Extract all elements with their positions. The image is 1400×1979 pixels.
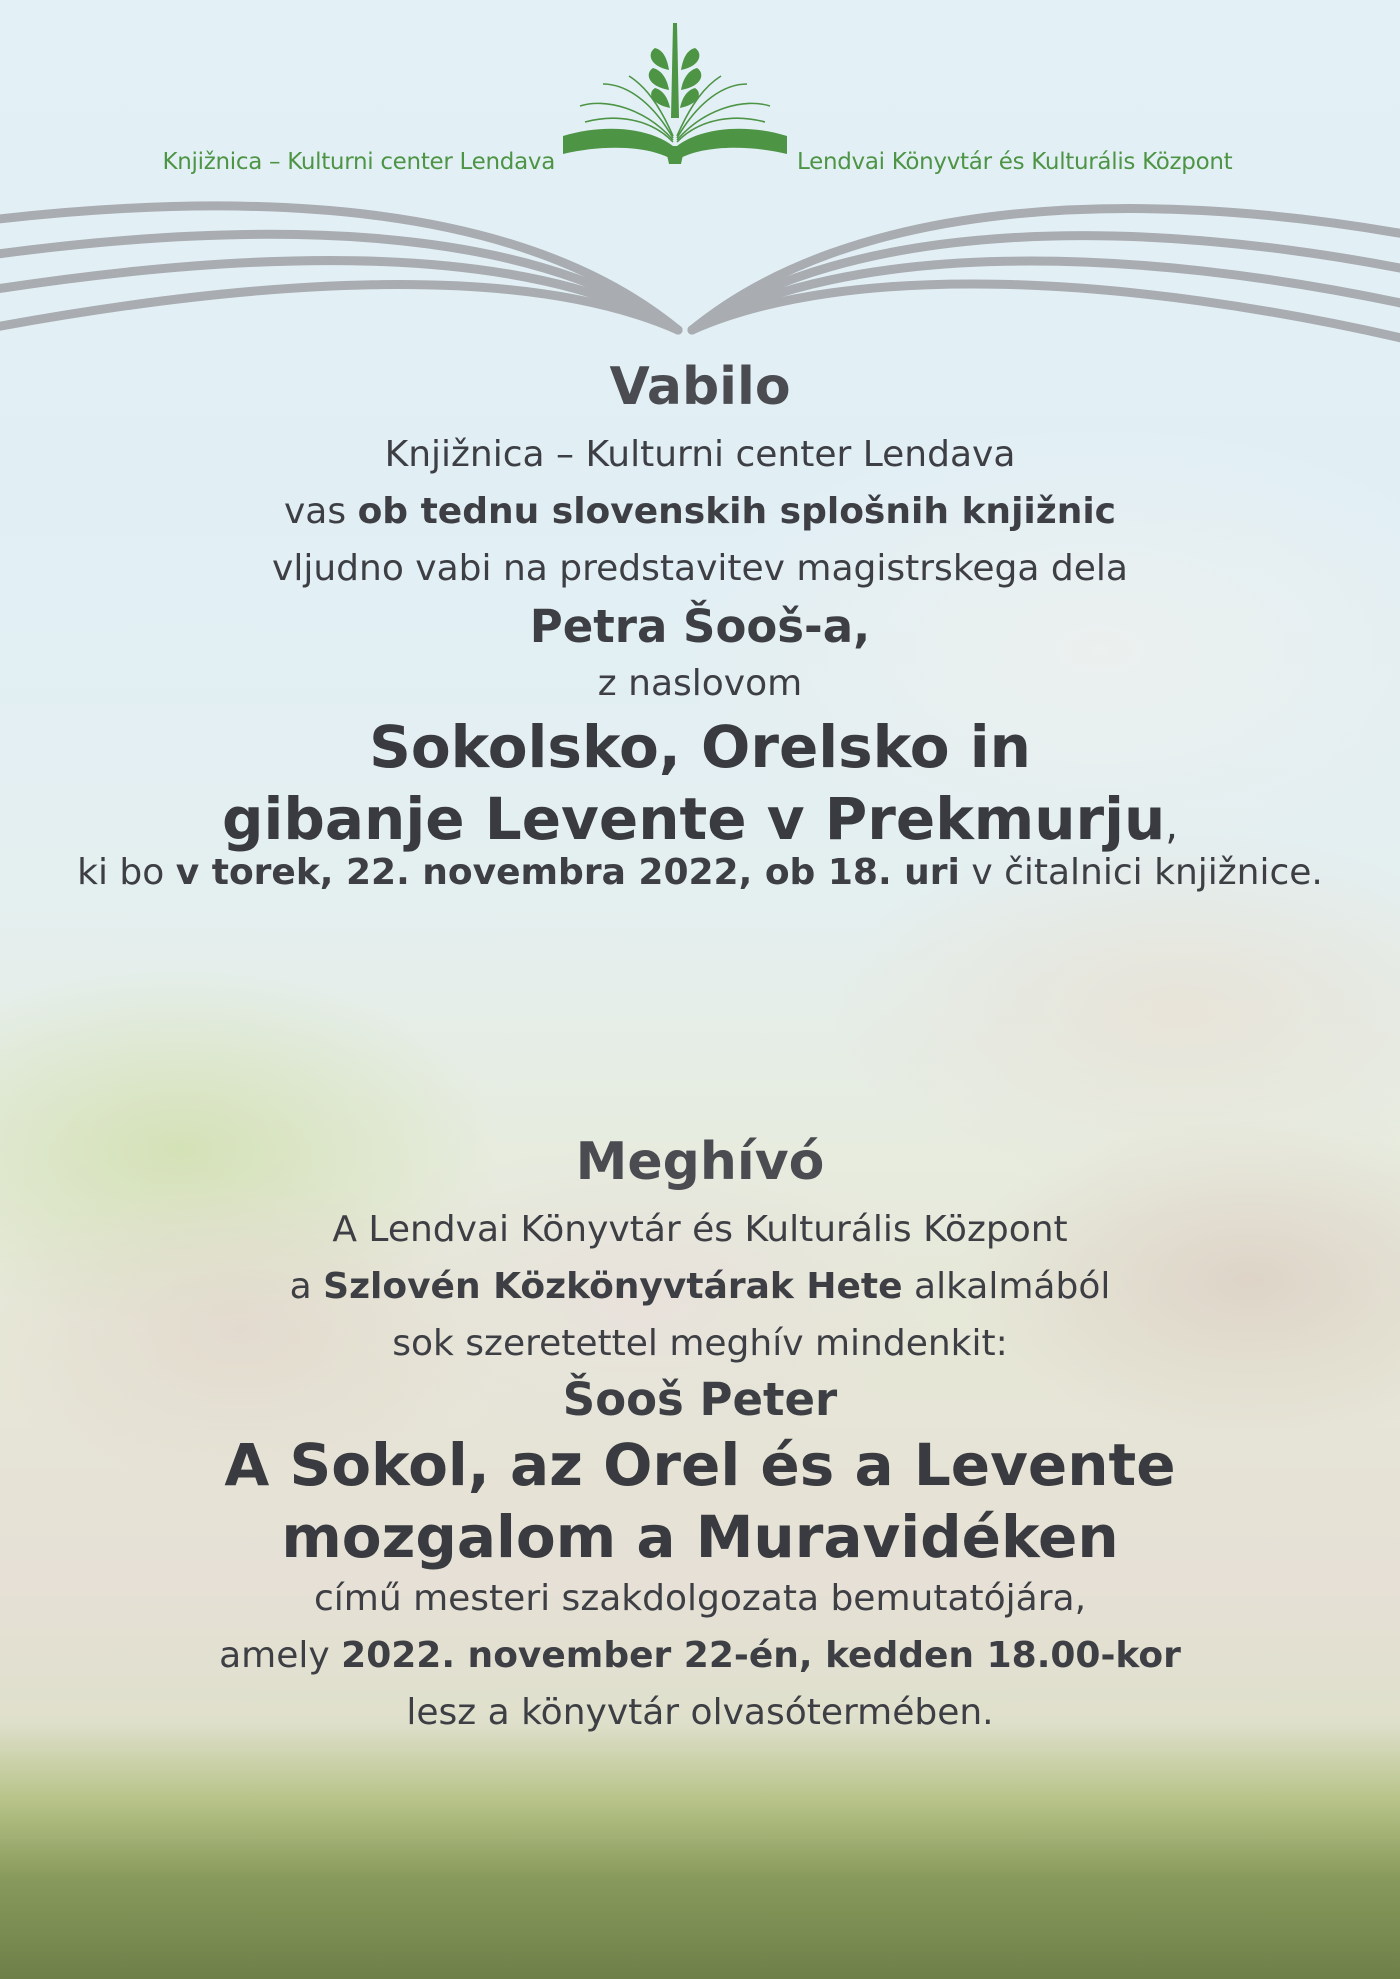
author-name: Petra Šooš-a, — [529, 600, 871, 653]
work-title-line-2: gibanje Levente v Prekmurju, — [222, 785, 1178, 854]
organizer-line: A Lendvai Könyvtár és Kulturális Központ — [332, 1209, 1068, 1250]
author-name: Šooš Peter — [562, 1373, 838, 1426]
date-bold: 2022. november 22-én, kedden 18.00-kor — [341, 1635, 1181, 1677]
presentation-line: című mesteri szakdolgozata bemutatójára, — [313, 1578, 1087, 1620]
org-name-slovene: Knjižnica – Kulturni center Lendava — [162, 149, 555, 175]
occasion-bold: ob tednu slovenskih splošnih knjižnic — [357, 491, 1117, 532]
date-line: ki bo v torek, 22. novembra 2022, ob 18. uri v čitalnici knjižnice. — [77, 852, 1323, 894]
book-with-wheat-logo-icon — [555, 18, 795, 183]
invitation-slovene — [0, 355, 1400, 895]
work-title-line-1: Sokolsko, Orelsko in — [369, 713, 1031, 782]
org-name-hungarian: Lendvai Könyvtár és Kulturális Központ — [797, 149, 1233, 175]
occasion-bold: Szlovén Közkönyvtárak Hete — [323, 1266, 903, 1307]
date-bold: v torek, 22. novembra 2022, ob 18. uri — [175, 852, 960, 894]
invitation-line: sok szeretettel meghív mindenkit: — [392, 1323, 1008, 1364]
venue-line: lesz a könyvtár olvasótermében. — [406, 1692, 994, 1734]
invitation-line: vljudno vabi na predstavitev magistrskega dela — [272, 548, 1128, 589]
work-title-line-1: A Sokol, az Orel és a Levente — [224, 1431, 1176, 1500]
heading-meghivo: Meghívó — [575, 1132, 825, 1192]
work-title-line-2: mozgalom a Muravidéken — [281, 1503, 1119, 1572]
organizer-line: Knjižnica – Kulturni center Lendava — [384, 434, 1016, 475]
invitation-hungarian — [0, 1130, 1400, 1735]
heading-vabilo: Vabilo — [609, 357, 791, 417]
title-intro: z naslovom — [597, 663, 803, 705]
occasion-line: a Szlovén Közkönyvtárak Hete alkalmából — [289, 1266, 1111, 1307]
date-line: amely 2022. november 22-én, kedden 18.00-kor — [219, 1635, 1181, 1677]
occasion-line: vas ob tednu slovenskih splošnih knjižnic — [283, 491, 1117, 532]
